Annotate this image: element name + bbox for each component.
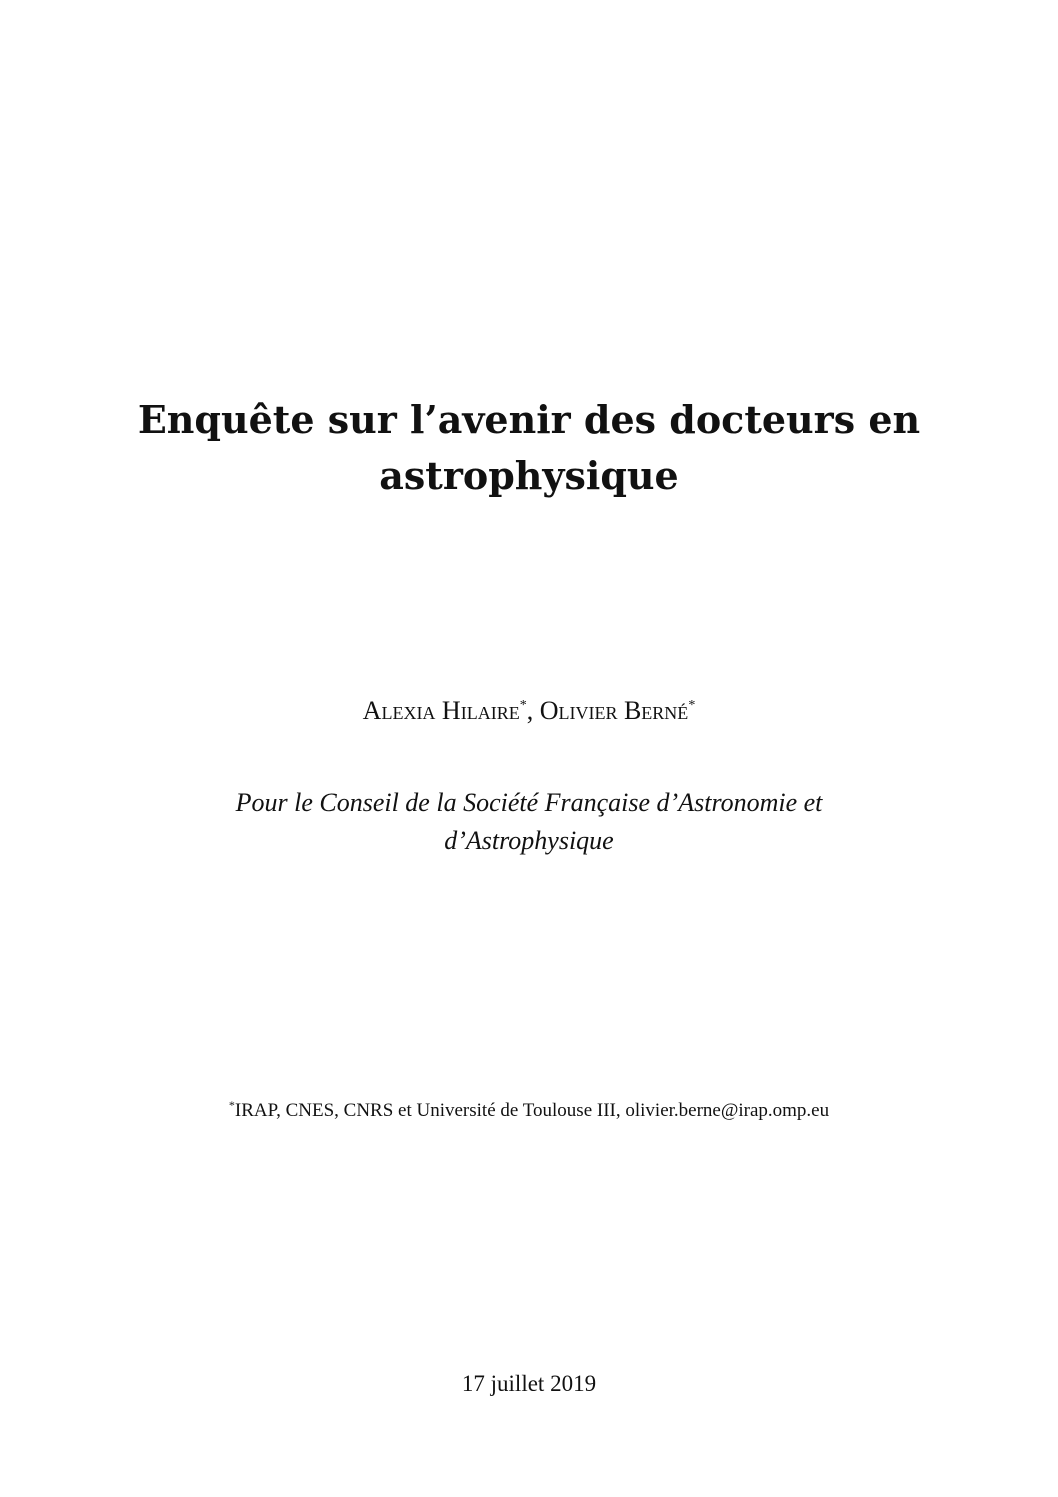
title-line-1: Enquête sur l’avenir des docteurs en <box>137 397 921 442</box>
footnote-mark: * <box>228 1098 235 1112</box>
author-separator: , <box>526 696 540 725</box>
title-line-2: astrophysique <box>379 453 679 498</box>
document-title <box>80 392 978 504</box>
organization-line-2: d’Astrophysique <box>444 826 614 855</box>
footnote-text: IRAP, CNES, CNRS et Université de Toulouse III, olivier.berne@irap.omp.eu <box>234 1100 830 1121</box>
author-list <box>100 694 958 728</box>
organization-line-1: Pour le Conseil de la Société Française d’Astronomie et <box>235 788 823 817</box>
organization-statement <box>80 784 978 860</box>
author-affiliation-mark: * <box>519 698 527 713</box>
document-date: 17 juillet 2019 <box>461 1371 597 1396</box>
author-name: Alexia Hilaire <box>362 696 520 725</box>
author-affiliation-mark: * <box>688 698 696 713</box>
author-name: Olivier Berné <box>539 696 689 725</box>
affiliation-footnote <box>80 1098 978 1124</box>
